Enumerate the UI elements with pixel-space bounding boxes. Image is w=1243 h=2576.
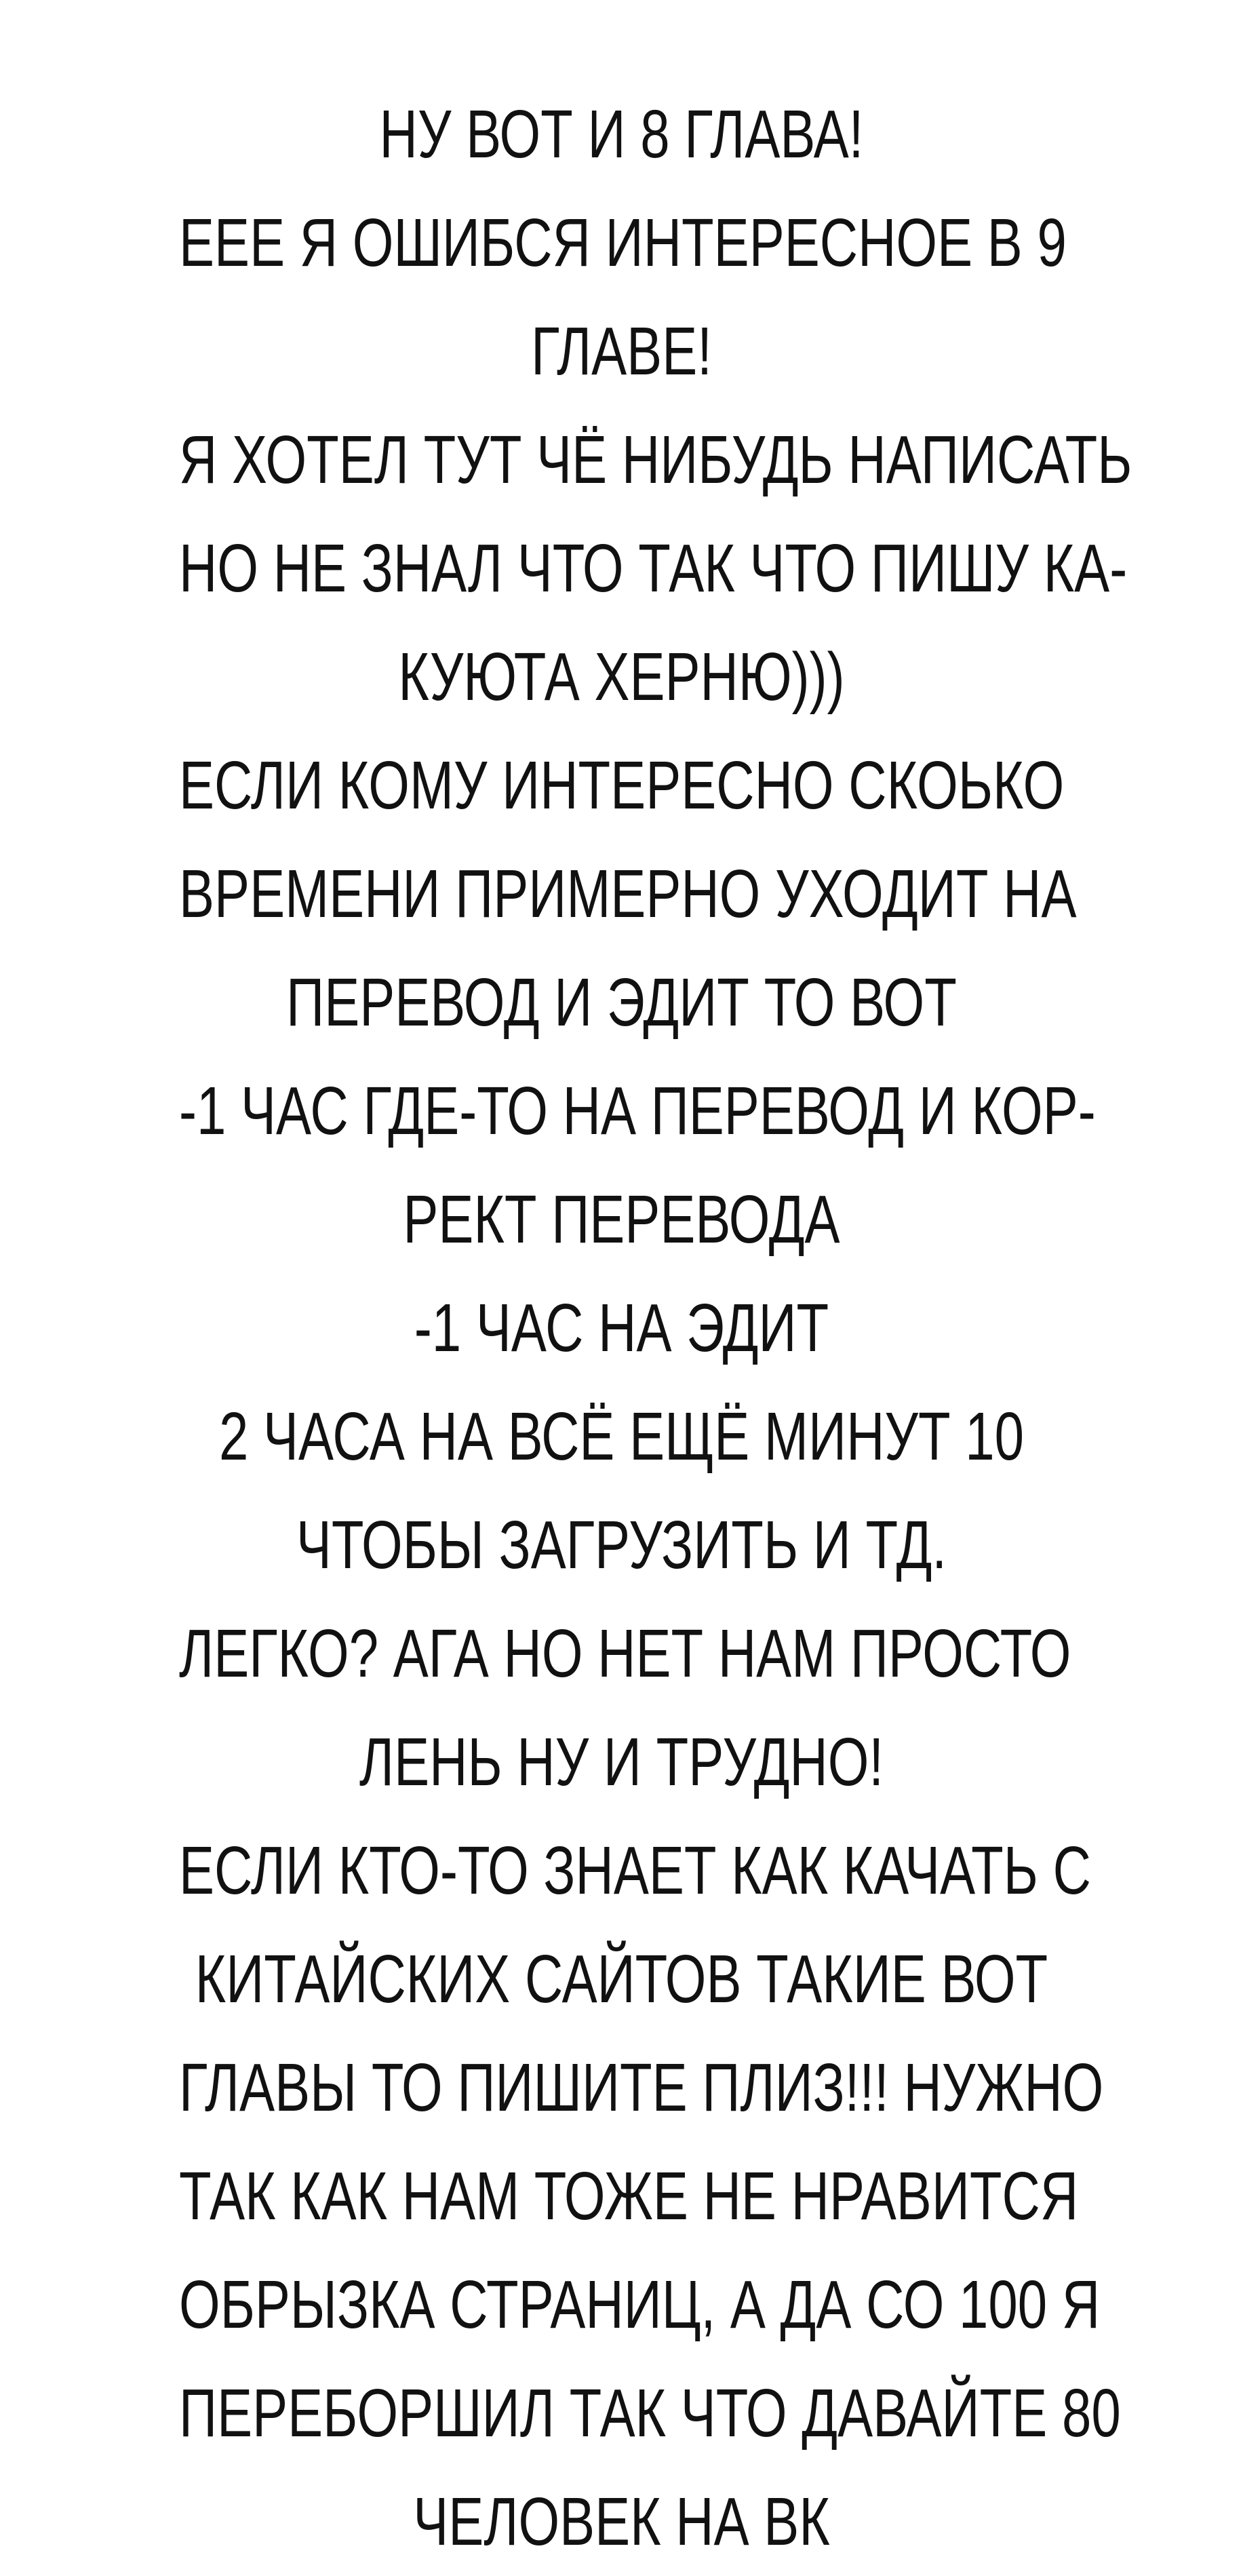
note-line: -1 ЧАС ГДЕ-ТО НА ПЕРЕВОД И КОР- (179, 1073, 1096, 1149)
note-line: ПЕРЕВОД И ЭДИТ ТО ВОТ (286, 964, 957, 1040)
note-line: КУЮТА ХЕРНЮ))) (398, 639, 845, 715)
note-line: ГЛАВЫ ТО ПИШИТЕ ПЛИЗ!!! НУЖНО (179, 2050, 1104, 2126)
note-line: НО НЕ ЗНАЛ ЧТО ТАК ЧТО ПИШУ КА- (179, 530, 1128, 606)
note-line: ЧТОБЫ ЗАГРУЗИТЬ И ТД. (296, 1507, 947, 1583)
note-line: КИТАЙСКИХ САЙТОВ ТАКИЕ ВОТ (195, 1941, 1048, 2017)
note-line: РЕКТ ПЕРЕВОДА (403, 1182, 840, 1257)
note-line: ЕСЛИ КТО-ТО ЗНАЕТ КАК КАЧАТЬ С (179, 1833, 1091, 1909)
note-line: ГЛАВЕ! (531, 313, 712, 389)
note-line: ПЕРЕБОРШИЛ ТАК ЧТО ДАВАЙТЕ 80 (179, 2375, 1121, 2451)
note-line: НУ ВОТ И 8 ГЛАВА! (379, 96, 864, 172)
note-line: ЕЕЕ Я ОШИБСЯ ИНТЕРЕСНОЕ В 9 (179, 205, 1067, 281)
note-line: ЛЕНЬ НУ И ТРУДНО! (359, 1724, 884, 1800)
note-line: ЛЕГКО? АГА НО НЕТ НАМ ПРОСТО (179, 1616, 1071, 1692)
note-line: 2 ЧАСА НА ВСЁ ЕЩЁ МИНУТ 10 (218, 1399, 1025, 1475)
note-line: ЧЕЛОВЕК НА ВК (413, 2484, 830, 2560)
note-text-block (179, 80, 1132, 2576)
note-line: ЕСЛИ КОМУ ИНТЕРЕСНО СКОЬКО (179, 747, 1065, 823)
note-line: ОБРЫЗКА СТРАНИЦ, А ДА СО 100 Я (179, 2267, 1101, 2343)
note-line: ТАК КАК НАМ ТОЖЕ НЕ НРАВИТСЯ (179, 2158, 1079, 2234)
note-line: Я ХОТЕЛ ТУТ ЧЁ НИБУДЬ НАПИСАТЬ (179, 422, 1132, 498)
note-line: -1 ЧАС НА ЭДИТ (414, 1290, 829, 1366)
note-line: ВРЕМЕНИ ПРИМЕРНО УХОДИТ НА (179, 856, 1077, 932)
